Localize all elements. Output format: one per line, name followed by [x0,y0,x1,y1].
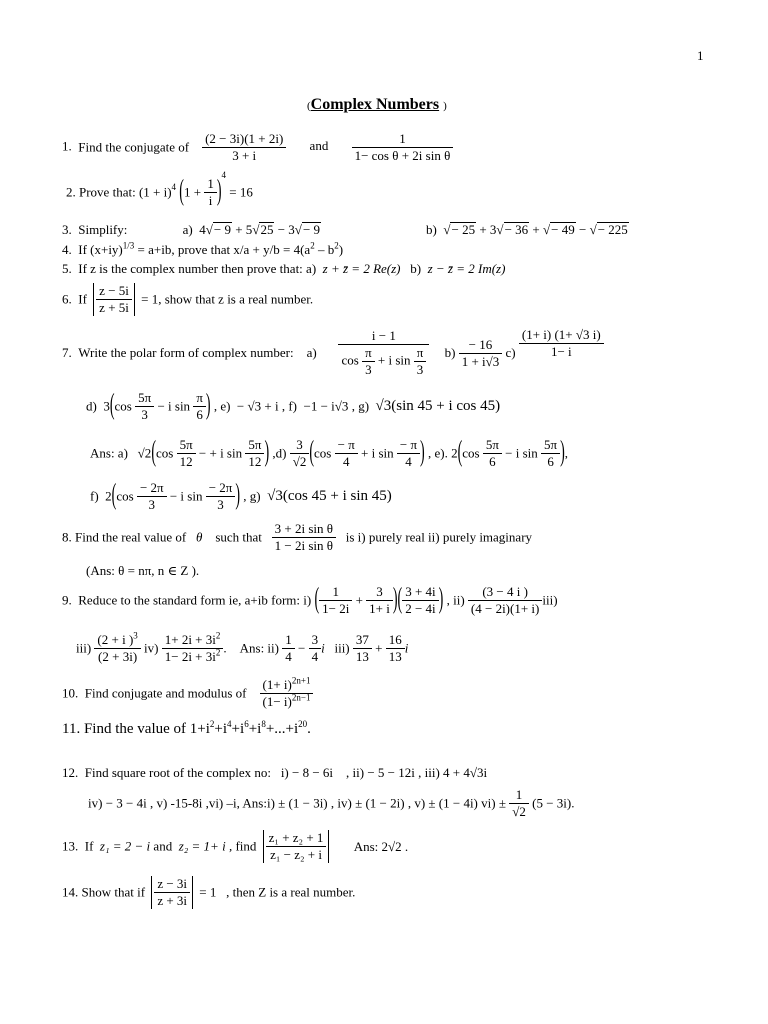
ans7-a-mid: − + i sin [198,445,243,461]
q4-text-b: = a+ib, prove that x/a + y/b = 4(a [137,242,311,257]
ans7-f-frac1: $\frac{- 2\pi}{3}$ [137,480,167,513]
q9-ans-i2: i [404,640,409,656]
question-3: 3. Simplify: a) 4√− 9 + 5√25 − 3√− 9 [62,222,321,237]
q7-number: 7. [62,345,72,360]
q3-a-label: a) [182,222,193,237]
q9-ii-label: , ii) [446,592,465,608]
q11-number: 11. [62,721,81,737]
q11-text: Find the value of 1+i [83,721,210,737]
q3-b-root2: − 36 [504,222,529,237]
q11-t4: +...+i [265,721,299,737]
q8-number: 8. [62,529,72,545]
ans7-f-label: f) [90,488,99,504]
q9-ans-label: Ans: ii) [239,640,279,656]
q5-number: 5. [62,261,72,276]
question-9-line-2 [76,632,408,665]
q9-iii-label: iii) [76,640,92,656]
q6-modulus: $\frac{z - 5i}{z + 5i}$ [93,283,135,316]
q8-theta: θ [195,529,203,545]
q12-ii: , ii) − 5 − 12i , [346,765,422,780]
ans7-f-cos: cos [116,488,134,504]
q11-e4: 8 [261,719,266,729]
q13-ans: Ans: 2√2 . [353,838,409,854]
question-7 [62,328,604,378]
q4-text-d: ) [338,242,344,257]
ans7-g-label: , g) [243,488,261,504]
q13-modulus: $\frac{\text{z₁ + z₂ + 1}}{\text{z₁ − z₂ + i}}$ [263,830,330,863]
q1-number: 1. [62,138,72,154]
q4-number: 4. [62,242,72,257]
q7-d-cos: cos [114,398,132,414]
q13-number: 13. [62,838,79,854]
q12-iii: iii) 4 + 4√3i [424,765,488,780]
q3-a-root2: 25 [260,222,274,237]
ans7-a-lparen: ( [151,436,156,469]
q3-a-root3: − 9 [302,222,321,237]
q9-iv-label: iv) [144,640,159,656]
q13-find: find [235,838,257,854]
ans7-f-lparen: ( [111,479,117,512]
q9-text: Reduce to the standard form ie, a+ib form: i) [78,592,312,608]
q2-expr-b: 1 + [183,184,202,200]
q1-fraction-1: $\frac{(2 - 3i)(1 + 2i)}{3 + i}$ [202,131,286,164]
q7-g-expr: √3(sin 45 + i cos 45) [375,398,501,414]
q9-lparen2: ( [397,583,403,616]
q14-modulus: $\frac{z - 3i}{z + 3i}$ [151,876,193,909]
q12-line2: iv) − 3 − 4i , v) -15-8i ,vi) –i, Ans:i) ± (1 − 3i) , iv) ± (1 − 2i) , v) ± (1 − 4i) vi) ± [88,795,506,811]
q2-number: 2. [66,184,76,200]
ans7-a-frac1: $\frac{5\pi}{12}$ [177,437,196,470]
q13-and: and [153,838,173,854]
q12-number: 12. [62,765,79,780]
q11-e1: 2 [209,719,215,729]
q4-text-a: If (x+iy) [78,242,123,257]
q2-rparen: ) [216,175,222,208]
question-12-line-2 [88,787,574,820]
q9-ans-iii: iii) [334,640,350,656]
q12-fraction: $\frac{1}{√2}$ [509,787,529,820]
ans7-g-expr: √3(cos 45 + i sin 45) [267,488,392,504]
q7-d-rparen: ) [205,389,211,422]
q10-number: 10. [62,685,79,701]
ans7-a-rparen: ) [264,436,270,469]
title-open-paren: ( [307,100,311,112]
q7-d-label: d) [86,398,97,414]
ans7-e-mid: − i sin [505,445,538,461]
q5-a-expr: z + z̄ = 2 Re(z) [322,261,401,276]
q3-b-root3: − 49 [551,222,575,237]
question-1 [62,131,453,164]
q9-i-frac3: $\frac{3 + 4i}{2 - 4i}$ [402,584,438,617]
q2-exp-b: 4 [221,170,226,181]
ans7-f-mid: − i sin [169,488,203,504]
q6-text-end: show that z is a real number. [164,291,314,307]
q7-d-frac2: $\frac{\pi}{6}$ [193,390,206,423]
q14-text-end: , then Z is a real number. [226,884,356,900]
question-7-d-g [86,390,500,423]
ans7-e-coef: 2 [451,445,458,461]
question-9 [62,584,558,617]
ans7-e-frac2: $\frac{5\pi}{6}$ [541,437,560,470]
ans7-label: Ans: a) [90,445,128,461]
q6-eq: = 1, [141,291,162,307]
q9-rparen: ) [392,583,398,616]
q11-e5: 20 [298,719,308,729]
q7-d-lparen: ( [109,389,115,422]
q9-iii-tail: iii) [542,592,558,608]
q9-i-frac2: $\frac{3}{1+ i}$ [366,584,393,617]
q9-iv-frac: $\frac{1+ 2i + 3i^2}{1- 2i + 3i^2}$ [162,632,224,665]
q8-text: Find the real value of [75,529,187,545]
q7-f-expr: −1 − i√3 [303,398,349,414]
answer-8: (Ans: θ = nπ, n ∈ Z ). [86,563,200,578]
q9-ii-frac: $\frac{(3 - 4 i )}{(4 - 2i)(1+ i)}$ [468,584,542,617]
question-6 [62,283,313,316]
q11-t3: +i [248,721,262,737]
q1-fraction-2: $\frac{1}{\text{1− cos θ + 2i sin θ}}$ [352,131,454,164]
q12-text: Find square root of the complex no: [84,765,272,780]
page-title [307,96,447,114]
q9-ans-frac3: $\frac{37}{13}$ [353,632,372,665]
answer-7-line-2 [90,480,392,513]
ans7-f-rparen: ) [235,479,241,512]
q3-text: Simplify: [78,222,128,237]
q11-t1: +i [214,721,228,737]
q1-text: Find the conjugate of [78,139,190,155]
q9-ans-i: i [321,640,325,656]
ans7-a-coef: √2 [137,445,152,461]
q3-b-label: b) [426,222,437,237]
q12-i: i) − 8 − 6i [280,765,334,780]
ans7-e-frac1: $\frac{5\pi}{6}$ [483,437,502,470]
q9-rparen2: ) [438,583,444,616]
ans7-d-lparen: ( [309,436,315,469]
q1-and: and [309,138,329,154]
q5-b-expr: z − z̄ = 2 Im(z) [427,261,506,276]
ans7-d-rparen: ) [420,436,425,469]
q11-e2: 4 [227,719,232,729]
q3-b-plus: + [532,222,540,237]
question-4 [62,242,343,258]
q6-number: 6. [62,291,72,307]
q2-eq: = 16 [229,184,253,200]
q3-b-root4: − 225 [597,222,628,237]
q12-end: (5 − 3i). [532,795,575,811]
q7-b-label: b) [444,345,456,360]
ans7-e-cos: cos [462,445,480,461]
q9-iii-frac: $\frac{(2 + i )^3}{(2 + 3i)}$ [94,632,140,665]
q9-ans-frac1: $\frac{1}{4}$ [282,632,295,665]
q13-z1: z₁ = 2 − i [99,838,151,854]
q9-iv-end: . [223,640,227,656]
q7-d-frac1: $\frac{5\pi}{3}$ [135,390,154,423]
q9-lparen: ( [314,583,320,616]
q7-e-label: , e) [213,398,231,414]
q11-t2: +i [231,721,245,737]
ans7-d-frac1: $\frac{- \pi}{4}$ [335,437,358,470]
q5-b-label: b) [410,261,422,276]
title-text: Complex Numbers [310,96,440,113]
q13-if: If [84,838,94,854]
page-number: 1 [697,48,704,63]
q8-text3: is i) purely real ii) purely imaginary [345,529,533,545]
ans7-e-rparen: ) [560,436,565,469]
question-10 [62,677,313,710]
q3-b-minus: − [578,222,587,237]
q8-text2: such that [215,529,262,545]
ans7-d-frac2: $\frac{- \pi}{4}$ [397,437,420,470]
q14-eq: = 1 [199,884,217,900]
question-11 [62,721,311,738]
title-close-paren: ) [443,100,447,112]
q9-i-plus: + [355,592,363,608]
q9-ans-minus: − [298,640,306,656]
q7-c-fraction: $\frac{(1+ i) (1+ √3 i)}{1- i}$ [519,327,604,360]
ans7-e-lparen: ( [457,436,463,469]
q7-a-label: a) [306,345,317,360]
q3-a-root1: − 9 [213,222,231,237]
q7-a-fraction: i − 1 cos $\frac{\pi}{3}$ + i sin $\frac{\pi}{3}$ [338,328,429,378]
q7-e-expr: − √3 + i [236,398,279,414]
q7-b-fraction: $\frac{- 16}{1 + i√3}$ [459,337,503,370]
q6-if: If [78,291,87,307]
q2-expr-a: (1 + i) [138,184,172,200]
ans7-e-label: , e). [427,445,448,461]
answer-7-line-1 [90,437,568,470]
question-14 [62,876,355,909]
q5-text: If z is the complex number then prove that: [78,261,303,276]
question-13 [62,830,408,863]
ans7-f-frac2: $\frac{- 2\pi}{3}$ [206,480,236,513]
q9-number: 9. [62,592,72,608]
q4-exp3: 2 [334,240,339,251]
q14-number: 14. [62,884,79,900]
q3-a-2: + 5 [235,222,253,237]
q4-text-c: – b [317,242,335,257]
q3-b-2: + 3 [479,222,497,237]
question-3b: b) √− 25 + 3√− 36 + √− 49 − √− 225 [426,222,628,237]
ans7-f-coef: 2 [105,488,112,504]
q2-fraction: $\frac{1}{i}$ [204,176,217,209]
q9-i-frac1: $\frac{1}{1- 2i}$ [319,584,352,617]
q14-text-if: Show that if [81,884,146,900]
q13-z2: z₂ = 1+ i , [178,838,233,854]
q3-b-root1: − 25 [451,222,476,237]
ans7-d-cos: cos [314,445,332,461]
q3-a-3: − 3 [277,222,295,237]
ans7-d-frac: $\frac{3}{√2}$ [290,437,310,470]
question-12 [62,765,487,781]
question-5 [62,261,505,277]
ans7-a-frac2: $\frac{5\pi}{12}$ [245,437,264,470]
q7-d-mid: − i sin [157,398,191,414]
q11-t5: . [307,721,311,737]
q10-text: Find conjugate and modulus of [84,685,247,701]
ans7-a-cos: cos [155,445,174,461]
q7-text: Write the polar form of complex number: [78,345,294,360]
q3-a-1: 4 [199,222,206,237]
q7-c-label: c) [505,345,516,360]
q5-a-label: a) [306,261,317,276]
q9-ans-frac2: $\frac{3}{4}$ [309,632,322,665]
q4-exp: 1/3 [122,240,135,251]
q2-lparen: ( [179,175,184,208]
q2-text: Prove that: [79,184,136,200]
q7-d-coef: 3 [103,398,110,414]
q7-f-label: , f) [281,398,298,414]
ans7-e-end: , [564,445,569,461]
q11-e3: 6 [244,719,249,729]
question-8 [62,521,532,554]
question-2 [66,170,253,209]
q2-exp-a: 4 [171,182,177,193]
q7-g-label: , g) [351,398,370,414]
q3-number: 3. [62,222,72,237]
ans7-d-mid: + i sin [361,445,394,461]
q9-ans-plus: + [375,640,383,656]
q9-ans-frac4: $\frac{16}{13}$ [386,632,405,665]
q4-exp2: 2 [310,240,315,251]
q10-fraction: $\frac{(1+ i)^{2n+1}}{(1- i)^{2n-1}}$ [260,677,314,710]
ans7-d-label: ,d) [272,445,287,461]
q8-fraction: $\frac{\text{3 + 2i sin θ}}{\text{1 − 2i sin θ}}$ [272,521,336,554]
